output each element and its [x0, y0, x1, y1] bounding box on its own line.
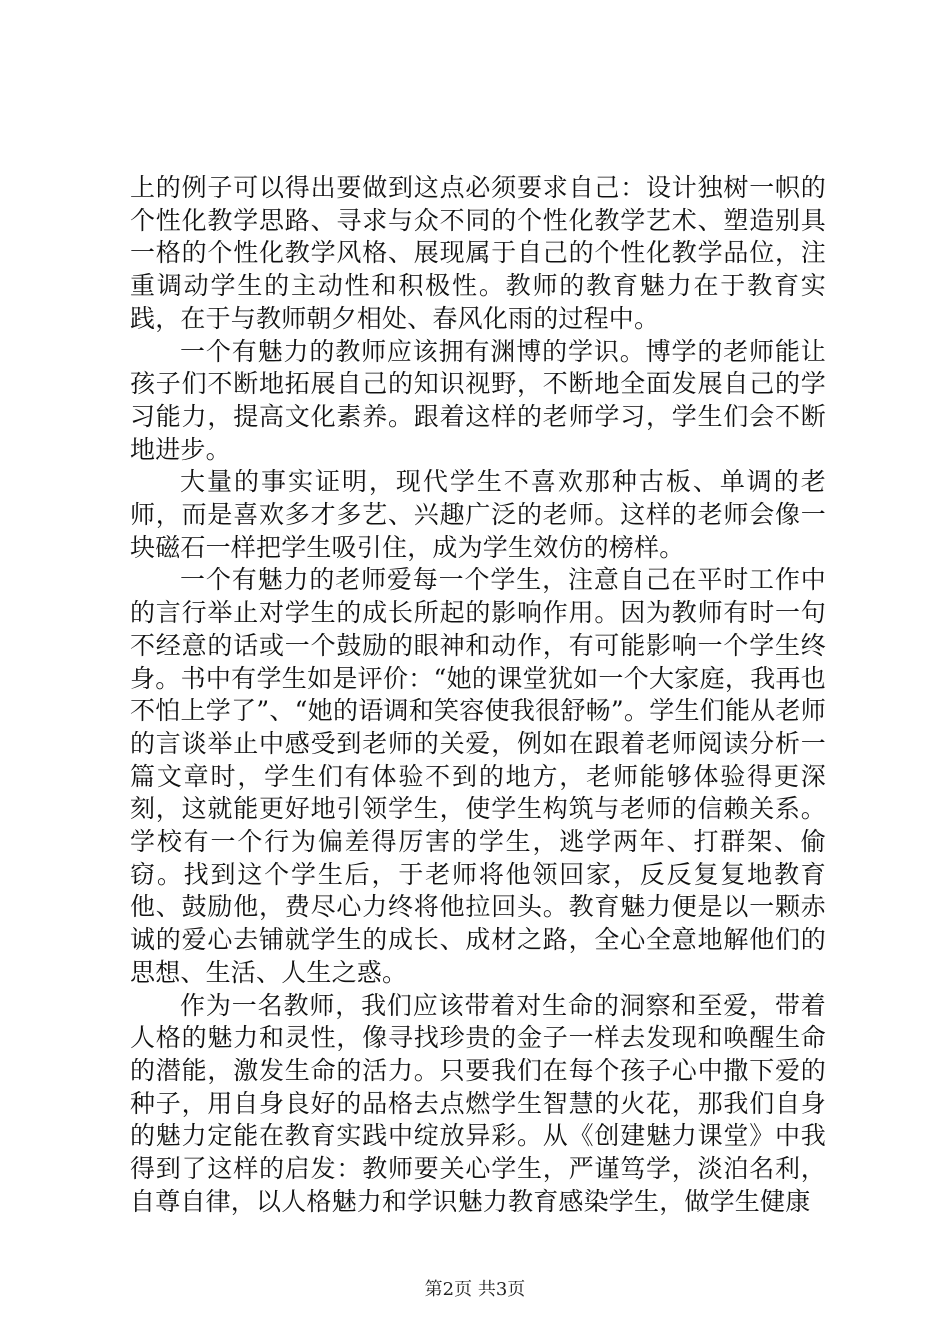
paragraph-3: 大量的事实证明，现代学生不喜欢那种古板、单调的老师，而是喜欢多才多艺、兴趣广泛的老师。这样的老师会像一块磁石一样把学生吸引住，成为学生效仿的榜样。: [130, 467, 826, 562]
paragraph-1: 上的例子可以得出要做到这点必须要求自己：设计独树一帜的个性化教学思路、寻求与众不同的个性化教学艺术、塑造别具一格的个性化教学风格、展现属于自己的个性化教学品位，注重调动学生的主动性和积极性。教师的教育魅力在于教育实践，在于与教师朝夕相处、春风化雨的过程中。: [130, 173, 826, 333]
paragraph-2: 一个有魅力的教师应该拥有渊博的学识。博学的老师能让孩子们不断地拓展自己的知识视野，不断地全面发展自己的学习能力，提高文化素养。跟着这样的老师学习，学生们会不断地进步。: [130, 336, 826, 464]
paragraph-4: 一个有魅力的老师爱每一个学生，注意自己在平时工作中的言行举止对学生的成长所起的影响作用。因为教师有时一句不经意的话或一个鼓励的眼神和动作，有可能影响一个学生终身。书中有学生如是评价：“她的课堂犹如一个大家庭，我再也不怕上学了”、“她的语调和笑容使我很舒畅”。学生们能从老师的言谈举止中感受到老师的关爱，例如在跟着老师阅读分析一篇文章时，学生们有体验不到的地方，老师能够体验得更深刻，这就能更好地引领学生，使学生构筑与老师的信赖关系。学校有一个行为偏差得厉害的学生，逃学两年、打群架、偷窃。找到这个学生后，于老师将他领回家，反反复复地教育他、鼓励他，费尽心力终将他拉回头。教育魅力便是以一颗赤诚的爱心去铺就学生的成长、成材之路，全心全意地解他们的思想、生活、人生之惑。: [130, 565, 826, 987]
document-body: [130, 172, 826, 1219]
paragraph-5: 作为一名教师，我们应该带着对生命的洞察和至爱，带着人格的魅力和灵性，像寻找珍贵的金子一样去发现和唤醒生命的潜能，激发生命的活力。只要我们在每个孩子心中撒下爱的种子，用自身良好的品格去点燃学生智慧的火花，那我们自身的魅力定能在教育实践中绽放异彩。从《创建魅力课堂》中我得到了这样的启发：教师要关心学生，严谨笃学，淡泊名利，自尊自律，以人格魅力和学识魅力教育感染学生，做学生健康: [130, 990, 826, 1216]
page-footer: 第2页 共3页: [424, 1279, 526, 1300]
